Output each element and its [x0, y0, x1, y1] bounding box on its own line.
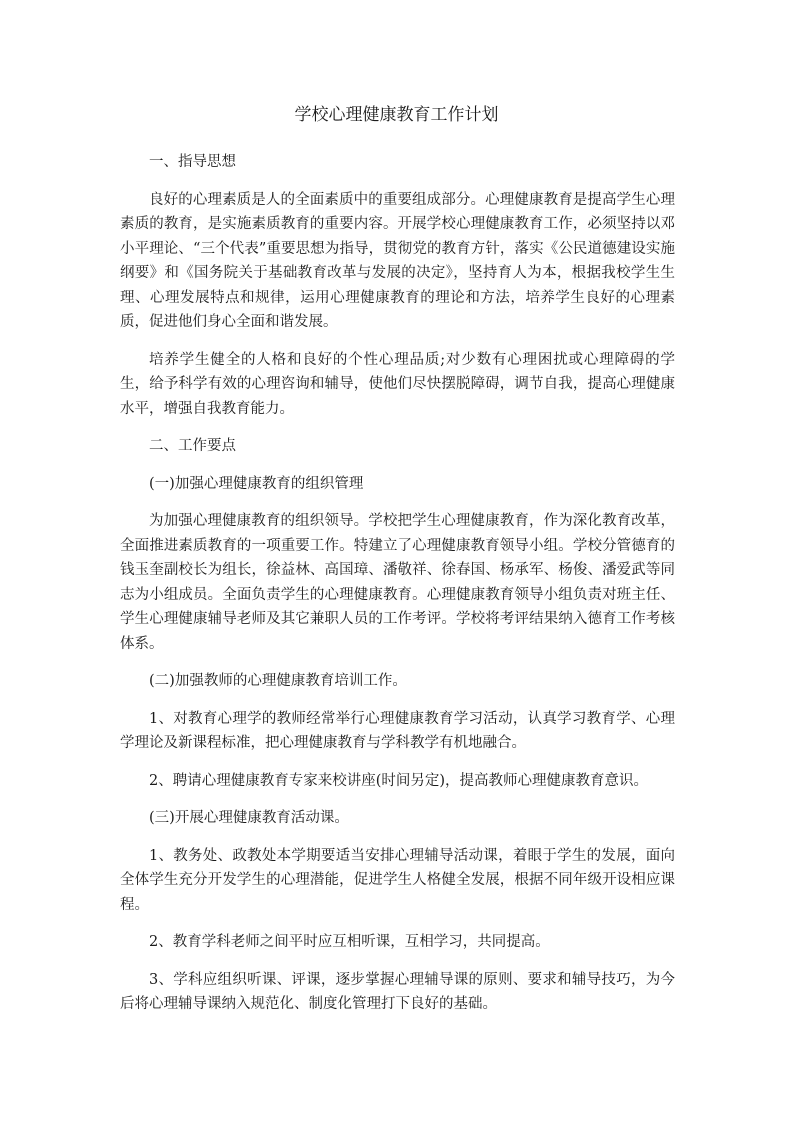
paragraph: 1、对教育心理学的教师经常举行心理健康教育学习活动，认真学习教育学、心理学理论及新课程标准，把心理健康教育与学科教学有机地融合。 [120, 710, 675, 751]
paragraph: 2、教育学科老师之间平时应互相听课，互相学习，共同提高。 [149, 934, 550, 950]
subsection-heading-1: (一)加强心理健康教育的组织管理 [149, 475, 364, 492]
paragraph: 良好的心理素质是人的全面素质中的重要组成部分。心理健康教育是提高学生心理素质的教育，是实施素质教育的重要内容。开展学校心理健康教育工作，必须坚持以邓小平理论、“三个代表”重要思想为指导，贯彻党的教育方针，落实《公民道德建设实施纲要》和《国务院关于基础教育改革与发展的决定》，坚持育人为本，根据我校学生生理、心理发展特点和规律，运用心理健康教育的理论和方法，培养学生良好的心理素质，促进他们身心全面和谐发展。 [120, 191, 675, 330]
paragraph: 培养学生健全的人格和良好的个性心理品质;对少数有心理困扰或心理障碍的学生，给予科学有效的心理咨询和辅导，使他们尽快摆脱障碍，调节自我，提高心理健康水平，增强自我教育能力。 [120, 351, 675, 417]
document-title: 学校心理健康教育工作计划 [294, 105, 499, 125]
paragraph: 为加强心理健康教育的组织领导。学校把学生心理健康教育，作为深化教育改革，全面推进素质教育的一项重要工作。特建立了心理健康教育领导小组。学校分管德育的钱玉奎副校长为组长，徐益林、高国璋、潘敬祥、徐春国、杨承军、杨俊、潘爱武等同志为小组成员。全面负责学生的心理健康教育。心理健康教育领导小组负责对班主任、学生心理健康辅导老师及其它兼职人员的工作考评。学校将考评结果纳入德育工作考核体系。 [120, 513, 675, 652]
subsection-heading-3: (三)开展心理健康教育活动课。 [149, 810, 349, 826]
section-heading-work-points: 二、工作要点 [149, 438, 236, 454]
subsection-heading-2: (二)加强教师的心理健康教育培训工作。 [149, 673, 407, 689]
document-body [120, 150, 675, 1030]
paragraph: 3、学科应组织听课、评课，逐步掌握心理辅导课的原则、要求和辅导技巧，为今后将心理辅导课纳入规范化、制度化管理打下良好的基础。 [120, 971, 675, 1012]
paragraph: 2、聘请心理健康教育专家来校讲座(时间另定)，提高教师心理健康教育意识。 [149, 772, 649, 789]
paragraph: 1、教务处、政教处本学期要适当安排心理辅导活动课，着眼于学生的发展，面向全体学生充分开发学生的心理潜能，促进学生人格健全发展，根据不同年级开设相应课程。 [120, 847, 675, 913]
section-heading-guiding-ideology: 一、指导思想 [149, 154, 236, 170]
